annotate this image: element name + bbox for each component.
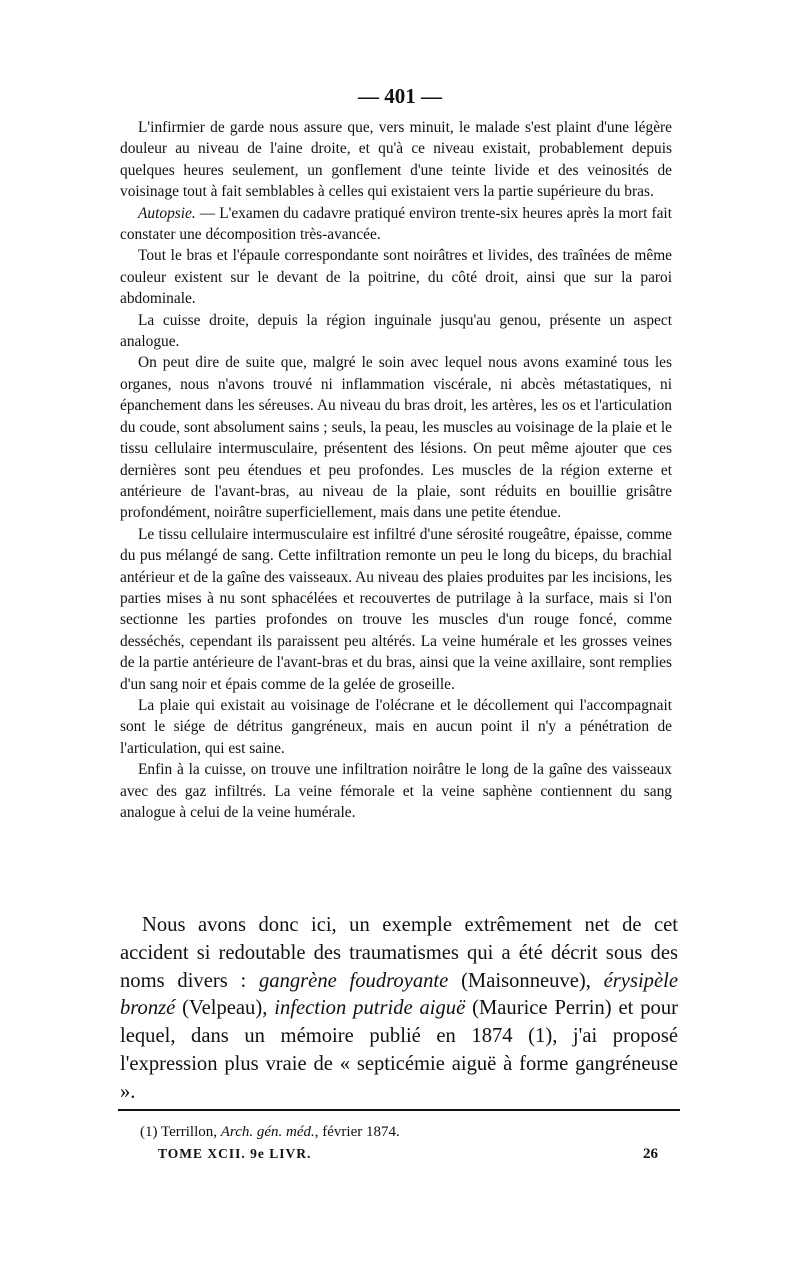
term-erysipele: érysipèle bronzé [120,969,678,1020]
conclusion-part: Nous avons donc ici, un exemple extrêmement net de cet accident si redoutable des traumatismes qui a été décrit sous des noms divers : [120,914,678,992]
page-number: — 401 — [358,84,442,108]
paragraph: Enfin à la cuisse, on trouve une infiltration noirâtre le long de la gaîne des vaisseaux avec des gaz infiltrés. La veine fémorale et la veine saphène contiennent du sang analogue à celui de la veine humérale. [120,761,672,821]
footnote-date: , février 1874. [314,1124,400,1140]
paragraph: L'infirmier de garde nous assure que, vers minuit, le malade s'est plaint d'une légère douleur au niveau de l'aine droite, et qu'à ce niveau existait, probablement depuis quelques heures seulement, un gonflement d'une teinte livide et des veinosités de voisinage tout à fait semblables à celles qui existaient vers la partie supérieure du bras. [120,119,672,201]
footnote-divider [118,1109,680,1111]
autopsie-label: Autopsie. [138,204,196,222]
term-infection: infection putride aiguë [274,997,466,1020]
sheet-number: 26 [643,1146,658,1162]
conclusion-text [120,912,678,1107]
paragraph: Le tissu cellulaire intermusculaire est infiltré d'une sérosité rougeâtre, épaisse, comme du pus mélangé de sang. Cette infiltration remonte un peu le long du biceps, du brachial antérieur et de la gaîne des vaisseaux. Au niveau des plaies produites par les incisions, les parties mises à nu sont sphacélées et recouvertes de putrilage à la surface, mais si l'on sectionne les parties profondes on trouve les muscles d'un rouge foncé, comme desséchés, cependant ils paraissent peu altérés. La veine humérale et les grosses veines de la partie antérieure de l'avant-bras et du bras, ainsi que la veine axillaire, sont remplies d'un sang noir et épais comme de la gelée de groseille. [120,525,672,693]
paragraph: La cuisse droite, depuis la région inguinale jusqu'au genou, présente un aspect analogue. [120,311,672,351]
body-text [120,117,672,823]
paragraph [120,203,672,246]
term-gangrene: gangrène foudroyante [258,969,449,992]
paragraph: La plaie qui existait au voisinage de l'olécrane et le décollement qui l'accompagnait sont le siége de détritus gangréneux, mais en aucun point il n'y a pénétration de l'articulation, qui est saine. [120,696,672,757]
conclusion-part: (Velpeau), [175,997,275,1020]
conclusion-paragraph [120,912,678,1107]
footnote-marker: (1) Terrillon, [140,1124,221,1140]
volume-signature: TOME XCII. 9e LIVR. [158,1146,312,1161]
footnote-source: Arch. gén. méd. [220,1124,315,1140]
paragraph: Tout le bras et l'épaule correspondante sont noirâtres et livides, des traînées de même couleur existent sur le devant de la poitrine, du côté droit, ainsi que sur la paroi abdominale. [120,247,672,308]
footnote [140,1122,400,1142]
conclusion-part: (Maisonneuve), [448,969,604,992]
conclusion-part: (Maurice Perrin) et pour lequel, dans un mémoire publié en 1874 (1), j'ai proposé l'expression plus vraie de « septicémie aiguë à forme gangréneuse ». [120,997,678,1103]
paragraph-text: — L'examen du cadavre pratiqué environ trente-six heures après la mort fait constater une décomposition très-avancée. [120,204,672,244]
paragraph: On peut dire de suite que, malgré le soin avec lequel nous avons examiné tous les organes, nous n'avons trouvé ni inflammation viscérale, ni abcès métastatiques, ni épanchement dans les séreuses. Au niveau du bras droit, les artères, les os et l'articulation du coude, sont absolument sains ; seuls, la peau, les muscles au voisinage de la plaie et le tissu cellulaire intermusculaire, présentent des lésions. On peut même ajouter que ces dernières sont peu étendues et peu profondes. Les muscles de la région externe et antérieure de l'avant-bras, au niveau de la plaie, sont réduits en bouillie grisâtre profondément, noirâtre superficiellement, mais dans une petite étendue. [120,354,672,522]
